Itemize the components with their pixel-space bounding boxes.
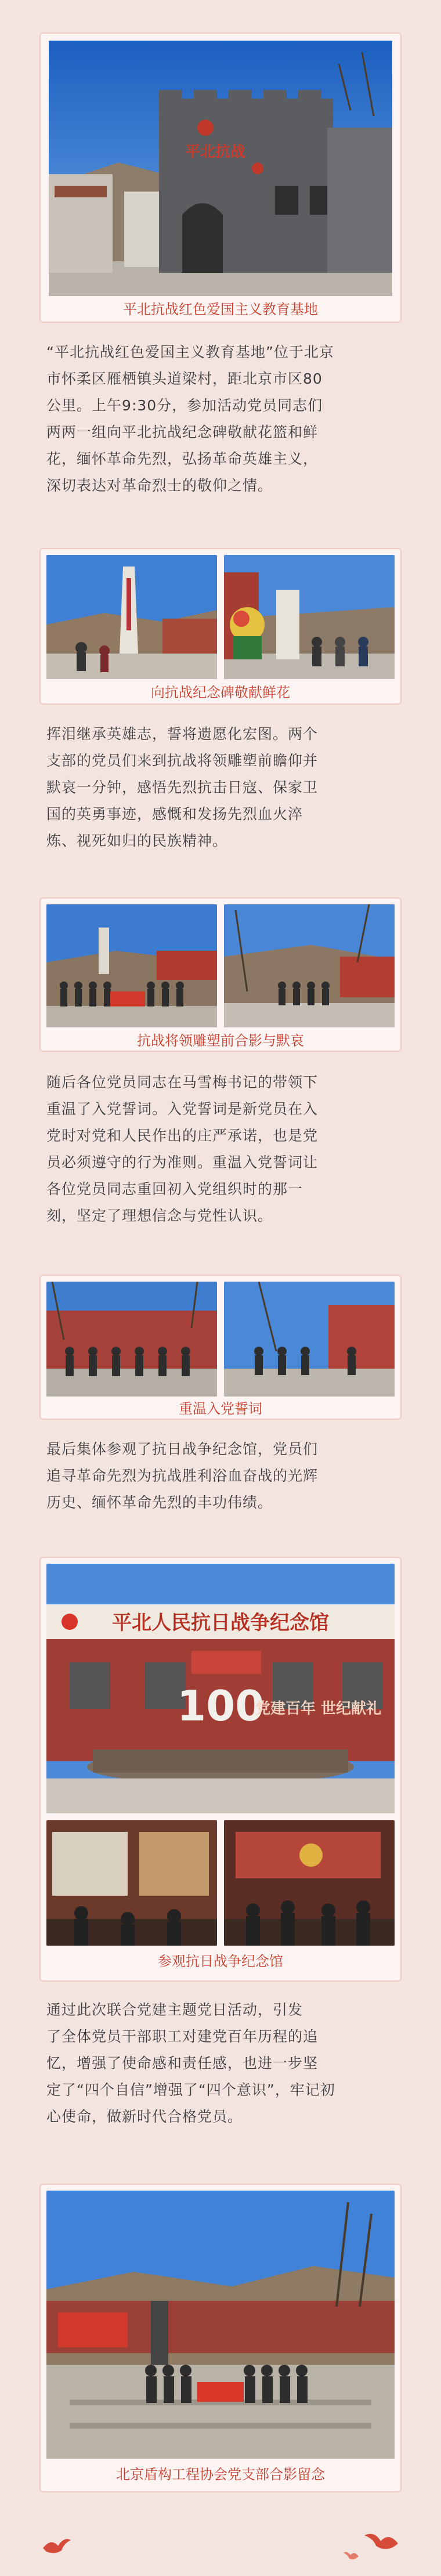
dove-right-icon — [360, 2528, 400, 2555]
photo-silence — [224, 904, 395, 1027]
paragraph-summary: 通过此次联合党建主题党日活动，引发 了全体党员干部职工对建党百年历程的追 忆，增强了使命感和责任感，也进一步坚 定了“四个自信”增强了“四个意识”，牢记初 心使命，做新时代合格党员。 — [46, 2001, 335, 2125]
photo-monument — [46, 555, 217, 679]
caption-museum: 参观抗日战争纪念馆 — [158, 1953, 283, 1969]
paragraph-tribute: 挥泪继承英雄志，誓将遗愿化宏图。两个 支部的党员们来到抗战将领雕塑前瞻仰并 默哀一分钟，感悟先烈抗击日寇、保家卫 国的英勇事迹，感慨和发扬先烈血火淬 炼、视死如归的民族精神。 — [46, 726, 319, 849]
caption-group: 北京盾构工程协会党支部合影留念 — [116, 2466, 325, 2483]
paragraph-intro: “平北抗战红色爱国主义教育基地”位于北京 市怀柔区雁栖镇头道梁村，距北京市区80 公里。上午9:30分，参加活动党员同志们 两两一组向平北抗战纪念碑敬献花篮和鲜 花，缅怀革命先烈，弘扬革命英雄主义， 深切表达对革命烈士的敬仰之情。 — [46, 344, 334, 494]
photo-card-group — [39, 2184, 402, 2492]
photo-museum-front — [46, 1564, 395, 1813]
photo-card-oath — [39, 1275, 402, 1420]
caption-base: 平北抗战红色爱国主义教育基地 — [123, 301, 318, 318]
photo-card-statue — [39, 897, 402, 1052]
paragraph-oath: 随后各位党员同志在马雪梅书记的带领下 重温了入党誓词。入党誓词是新党员在入 党时对党和人民作出的庄严承诺，也是党 员必须遵守的行为准则。重温入党誓词让 各位党员同志重回初入党组织时的那一 刻，坚定了理想信念与党性认识。 — [46, 1074, 319, 1224]
caption-oath: 重温入党誓词 — [179, 1401, 262, 1417]
photo-group-statue — [46, 904, 217, 1027]
hundred-sub-text: 党建百年 世纪献礼 — [255, 1700, 382, 1718]
dove-left-icon — [41, 2534, 73, 2557]
hundred-text: 100 — [177, 1682, 265, 1730]
dove-small-icon — [342, 2549, 360, 2562]
photo-card-museum — [39, 1557, 402, 1982]
photo-museum-hall-1 — [46, 1820, 217, 1946]
photo-card-flowers — [39, 548, 402, 705]
caption-statue: 抗战将领雕塑前合影与默哀 — [137, 1033, 304, 1049]
paragraph-museum: 最后集体参观了抗日战争纪念馆，党员们 追寻革命先烈为抗战胜利浴血奋战的光辉 历史、缅怀革命先烈的丰功伟绩。 — [46, 1441, 319, 1511]
photo-oath-2 — [224, 1282, 395, 1397]
photo-card-base — [39, 33, 402, 323]
photo-base-gate — [49, 41, 392, 296]
gate-sign-text: 平北抗战 — [185, 143, 246, 161]
photo-group-final — [46, 2191, 395, 2459]
photo-flower-basket — [224, 555, 395, 679]
photo-oath-1 — [46, 1282, 217, 1397]
museum-sign-text: 平北人民抗日战争纪念馆 — [112, 1611, 329, 1635]
photo-museum-hall-2 — [224, 1820, 395, 1946]
caption-flowers: 向抗战纪念碑敬献鲜花 — [151, 684, 290, 701]
